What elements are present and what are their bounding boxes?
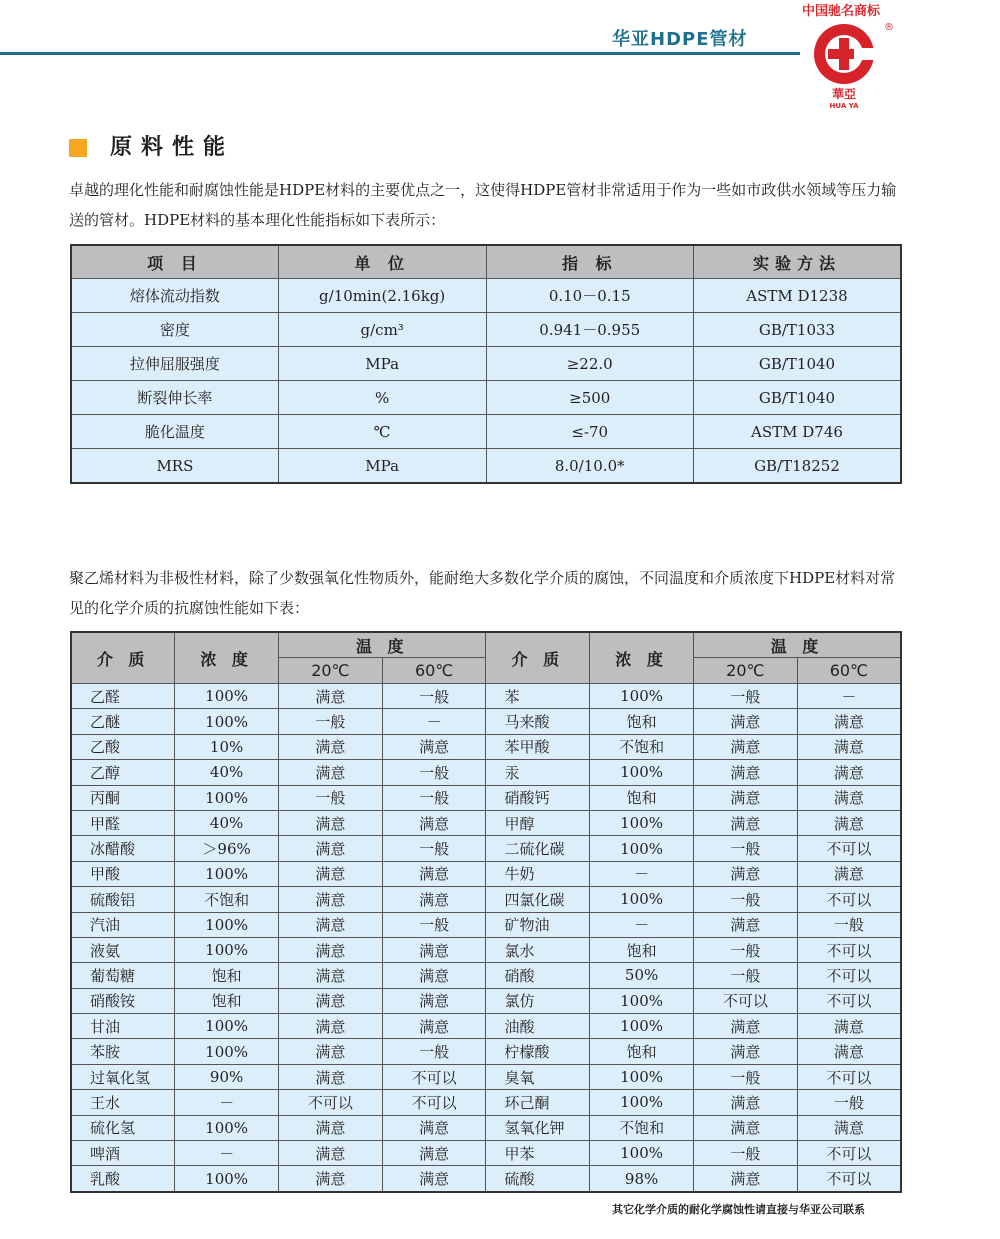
table-cell: 100% bbox=[175, 1166, 279, 1192]
table-cell: 100% bbox=[175, 937, 279, 962]
footnote: 其它化学介质的耐化学腐蚀性请直接与华亚公司联系 bbox=[612, 1203, 865, 1216]
table-row bbox=[71, 988, 901, 1013]
table-cell: 一般 bbox=[382, 760, 486, 785]
table-row bbox=[71, 684, 901, 709]
table-cell: 一般 bbox=[382, 836, 486, 861]
table-cell: 一般 bbox=[693, 887, 797, 912]
table-row bbox=[71, 912, 901, 937]
table-cell: 满意 bbox=[382, 887, 486, 912]
table-cell: GB/T1040 bbox=[693, 347, 901, 381]
medium-cell: 汞 bbox=[486, 760, 590, 785]
table-cell: 满意 bbox=[693, 1039, 797, 1064]
medium-cell: 环己酮 bbox=[486, 1090, 590, 1115]
table-cell: 满意 bbox=[382, 963, 486, 988]
medium-cell: 葡萄糖 bbox=[71, 963, 175, 988]
medium-cell: 甘油 bbox=[71, 1014, 175, 1039]
table-cell: 0.941－0.955 bbox=[486, 313, 693, 347]
table-cell: 满意 bbox=[278, 684, 382, 709]
table-row bbox=[71, 963, 901, 988]
table-row bbox=[71, 313, 901, 347]
table-row bbox=[71, 836, 901, 861]
table-cell: 饱和 bbox=[590, 785, 694, 810]
table-row bbox=[71, 1115, 901, 1140]
table-cell: 饱和 bbox=[175, 988, 279, 1013]
table-cell: % bbox=[278, 381, 486, 415]
medium-cell: 甲酸 bbox=[71, 861, 175, 886]
table-cell: ℃ bbox=[278, 415, 486, 449]
table-cell: GB/T1033 bbox=[693, 313, 901, 347]
table-cell: 100% bbox=[175, 1039, 279, 1064]
table-row bbox=[71, 1166, 901, 1192]
table-cell: 一般 bbox=[797, 912, 901, 937]
table-row bbox=[71, 734, 901, 759]
table-cell: GB/T18252 bbox=[693, 449, 901, 484]
table-cell: 密度 bbox=[71, 313, 278, 347]
medium-cell: 苯甲酸 bbox=[486, 734, 590, 759]
table-cell: ＞96% bbox=[175, 836, 279, 861]
table-cell: 100% bbox=[175, 684, 279, 709]
medium-cell: 乙醇 bbox=[71, 760, 175, 785]
table-row bbox=[71, 709, 901, 734]
logo-subtext: HUA YA bbox=[829, 102, 859, 110]
table-row bbox=[71, 347, 901, 381]
table-cell: 10% bbox=[175, 734, 279, 759]
medium-cell: 甲苯 bbox=[486, 1141, 590, 1166]
medium-cell: 冰醋酸 bbox=[71, 836, 175, 861]
table-cell: 0.10－0.15 bbox=[486, 279, 693, 313]
table-cell: 不可以 bbox=[797, 887, 901, 912]
table-cell: 不可以 bbox=[797, 836, 901, 861]
properties-table bbox=[70, 244, 902, 484]
table-cell: 满意 bbox=[382, 1141, 486, 1166]
table-cell: 100% bbox=[590, 810, 694, 835]
table-cell: 满意 bbox=[278, 734, 382, 759]
table-cell: 50% bbox=[590, 963, 694, 988]
table-cell: － bbox=[797, 684, 901, 709]
medium-cell: 二硫化碳 bbox=[486, 836, 590, 861]
brand-title: 华亚HDPE管材 bbox=[612, 29, 748, 50]
header-60c-right: 60℃ bbox=[797, 658, 901, 684]
table-cell: 一般 bbox=[797, 1090, 901, 1115]
header-concentration-right: 浓 度 bbox=[590, 632, 694, 684]
table-cell: 98% bbox=[590, 1166, 694, 1192]
table-row bbox=[71, 1090, 901, 1115]
table-cell: 40% bbox=[175, 810, 279, 835]
table-row bbox=[71, 449, 901, 484]
table-cell: 100% bbox=[590, 1141, 694, 1166]
table-cell: 满意 bbox=[278, 912, 382, 937]
table-cell: 满意 bbox=[797, 709, 901, 734]
table-cell: 一般 bbox=[382, 684, 486, 709]
header-temperature-right: 温 度 bbox=[693, 632, 901, 658]
table-cell: g/cm³ bbox=[278, 313, 486, 347]
table-cell: 100% bbox=[590, 988, 694, 1013]
table-cell: 满意 bbox=[693, 861, 797, 886]
table-cell: 满意 bbox=[693, 785, 797, 810]
table-cell: ≥500 bbox=[486, 381, 693, 415]
table-cell: 不可以 bbox=[797, 963, 901, 988]
table-cell: ASTM D746 bbox=[693, 415, 901, 449]
table-cell: 满意 bbox=[382, 1014, 486, 1039]
table-cell: 满意 bbox=[693, 912, 797, 937]
table-cell: 不可以 bbox=[797, 988, 901, 1013]
table-row bbox=[71, 1141, 901, 1166]
chemical-intro-paragraph: 聚乙烯材料为非极性材料，除了少数强氧化性物质外，能耐绝大多数化学介质的腐蚀，不同温度和介质浓度下HDPE材料对常见的化学介质的抗腐蚀性能如下表： bbox=[69, 569, 896, 617]
table-cell: 一般 bbox=[693, 1064, 797, 1089]
medium-cell: 乙酸 bbox=[71, 734, 175, 759]
table-cell: 拉伸屈服强度 bbox=[71, 347, 278, 381]
intro-paragraph: 卓越的理化性能和耐腐蚀性能是HDPE材料的主要优点之一，这使得HDPE管材非常适用于作为一些如市政供水领域等压力输送的管材。HDPE材料的基本理化性能指标如下表所示： bbox=[69, 181, 897, 229]
table-cell: 满意 bbox=[797, 1014, 901, 1039]
table-row bbox=[71, 1064, 901, 1089]
medium-cell: 乙醛 bbox=[71, 684, 175, 709]
header-unit: 单 位 bbox=[278, 245, 486, 279]
table-cell: 满意 bbox=[278, 1039, 382, 1064]
table-cell: 满意 bbox=[693, 810, 797, 835]
table-cell: 不可以 bbox=[797, 937, 901, 962]
medium-cell: 臭氧 bbox=[486, 1064, 590, 1089]
table-cell: 满意 bbox=[797, 1115, 901, 1140]
chemical-resistance-table bbox=[70, 631, 902, 1193]
medium-cell: 汽油 bbox=[71, 912, 175, 937]
medium-cell: 四氯化碳 bbox=[486, 887, 590, 912]
table-row bbox=[71, 381, 901, 415]
table-cell: 满意 bbox=[382, 861, 486, 886]
table-cell: MPa bbox=[278, 347, 486, 381]
table-cell: 满意 bbox=[797, 734, 901, 759]
table-cell: － bbox=[175, 1141, 279, 1166]
logo-text: 華亞 bbox=[831, 87, 857, 101]
table-cell: 100% bbox=[175, 709, 279, 734]
medium-cell: 硫酸铝 bbox=[71, 887, 175, 912]
header-60c-left: 60℃ bbox=[382, 658, 486, 684]
table-cell: 100% bbox=[175, 1014, 279, 1039]
table-cell: － bbox=[590, 861, 694, 886]
table-row bbox=[71, 887, 901, 912]
table-cell: 不饱和 bbox=[590, 734, 694, 759]
medium-cell: 硫化氢 bbox=[71, 1115, 175, 1140]
section-title: 原料性能 bbox=[110, 135, 235, 160]
table-cell: 满意 bbox=[797, 785, 901, 810]
medium-cell: 硝酸 bbox=[486, 963, 590, 988]
table-cell: 一般 bbox=[382, 1039, 486, 1064]
registered-mark: ® bbox=[884, 22, 894, 33]
header-item: 项 目 bbox=[71, 245, 278, 279]
medium-cell: 马来酸 bbox=[486, 709, 590, 734]
table-cell: 一般 bbox=[382, 785, 486, 810]
table-cell: 一般 bbox=[693, 963, 797, 988]
header-medium-right: 介 质 bbox=[486, 632, 590, 684]
trademark-label: 中国驰名商标 bbox=[802, 4, 881, 19]
table-cell: 满意 bbox=[278, 1014, 382, 1039]
medium-cell: 硝酸钙 bbox=[486, 785, 590, 810]
table-cell: 一般 bbox=[693, 836, 797, 861]
medium-cell: 甲醛 bbox=[71, 810, 175, 835]
table-cell: 饱和 bbox=[590, 1039, 694, 1064]
table-cell: 不可以 bbox=[382, 1064, 486, 1089]
table-cell: － bbox=[590, 912, 694, 937]
medium-cell: 液氨 bbox=[71, 937, 175, 962]
table-cell: g/10min(2.16kg) bbox=[278, 279, 486, 313]
medium-cell: 氯水 bbox=[486, 937, 590, 962]
table-cell: 满意 bbox=[278, 887, 382, 912]
table-cell: 脆化温度 bbox=[71, 415, 278, 449]
table-cell: 饱和 bbox=[590, 709, 694, 734]
table-cell: 满意 bbox=[278, 861, 382, 886]
table-cell: 100% bbox=[175, 861, 279, 886]
table-row bbox=[71, 279, 901, 313]
header-20c-right: 20℃ bbox=[693, 658, 797, 684]
table-cell: 不可以 bbox=[797, 1166, 901, 1192]
header-index: 指 标 bbox=[486, 245, 693, 279]
table-cell: 熔体流动指数 bbox=[71, 279, 278, 313]
table-cell: 100% bbox=[590, 887, 694, 912]
table-cell: 一般 bbox=[693, 1141, 797, 1166]
medium-cell: 硫酸 bbox=[486, 1166, 590, 1192]
table-cell: 100% bbox=[175, 912, 279, 937]
table-cell: 满意 bbox=[278, 1064, 382, 1089]
table-cell: 满意 bbox=[278, 963, 382, 988]
table-cell: 不可以 bbox=[278, 1090, 382, 1115]
medium-cell: 矿物油 bbox=[486, 912, 590, 937]
table-cell: 满意 bbox=[693, 1166, 797, 1192]
medium-cell: 苯 bbox=[486, 684, 590, 709]
table-cell: 不饱和 bbox=[175, 887, 279, 912]
table-cell: 100% bbox=[175, 1115, 279, 1140]
medium-cell: 硝酸铵 bbox=[71, 988, 175, 1013]
table-cell: 100% bbox=[590, 684, 694, 709]
table-cell: 满意 bbox=[278, 1141, 382, 1166]
table-cell: 满意 bbox=[382, 734, 486, 759]
table-row bbox=[71, 937, 901, 962]
table-cell: 满意 bbox=[278, 836, 382, 861]
table-cell: 满意 bbox=[278, 937, 382, 962]
chemical-header-row bbox=[71, 632, 901, 658]
hua-ya-logo-icon bbox=[808, 18, 894, 110]
table-cell: 满意 bbox=[382, 810, 486, 835]
table-cell: 满意 bbox=[693, 709, 797, 734]
medium-cell: 甲醇 bbox=[486, 810, 590, 835]
header-concentration-left: 浓 度 bbox=[175, 632, 279, 684]
table-cell: 一般 bbox=[278, 709, 382, 734]
header-20c-left: 20℃ bbox=[278, 658, 382, 684]
header-temperature-left: 温 度 bbox=[278, 632, 486, 658]
table-cell: 满意 bbox=[278, 760, 382, 785]
table-cell: 满意 bbox=[693, 1090, 797, 1115]
table-cell: 100% bbox=[175, 785, 279, 810]
table-cell: 40% bbox=[175, 760, 279, 785]
table-cell: 90% bbox=[175, 1064, 279, 1089]
table-cell: ASTM D1238 bbox=[693, 279, 901, 313]
medium-cell: 乳酸 bbox=[71, 1166, 175, 1192]
table-row bbox=[71, 1014, 901, 1039]
table-cell: 100% bbox=[590, 836, 694, 861]
properties-header-row bbox=[71, 245, 901, 279]
table-cell: 满意 bbox=[797, 1039, 901, 1064]
table-cell: 满意 bbox=[382, 988, 486, 1013]
table-cell: MPa bbox=[278, 449, 486, 484]
table-cell: 满意 bbox=[693, 1115, 797, 1140]
table-cell: － bbox=[382, 709, 486, 734]
header-method: 实验方法 bbox=[693, 245, 901, 279]
table-cell: 不可以 bbox=[797, 1064, 901, 1089]
table-cell: 满意 bbox=[278, 1166, 382, 1192]
table-row bbox=[71, 1039, 901, 1064]
table-cell: 100% bbox=[590, 760, 694, 785]
table-row bbox=[71, 810, 901, 835]
medium-cell: 乙醚 bbox=[71, 709, 175, 734]
table-cell: 满意 bbox=[382, 1166, 486, 1192]
table-cell: 满意 bbox=[278, 1115, 382, 1140]
table-cell: － bbox=[175, 1090, 279, 1115]
table-cell: ≥22.0 bbox=[486, 347, 693, 381]
table-cell: 饱和 bbox=[590, 937, 694, 962]
medium-cell: 油酸 bbox=[486, 1014, 590, 1039]
medium-cell: 王水 bbox=[71, 1090, 175, 1115]
table-cell: 满意 bbox=[382, 937, 486, 962]
table-cell: 满意 bbox=[278, 810, 382, 835]
table-cell: 100% bbox=[590, 1090, 694, 1115]
table-row bbox=[71, 415, 901, 449]
table-cell: 一般 bbox=[382, 912, 486, 937]
medium-cell: 牛奶 bbox=[486, 861, 590, 886]
medium-cell: 氯仿 bbox=[486, 988, 590, 1013]
table-cell: 满意 bbox=[693, 734, 797, 759]
table-cell: 满意 bbox=[278, 988, 382, 1013]
table-cell: 满意 bbox=[693, 1014, 797, 1039]
medium-cell: 过氧化氢 bbox=[71, 1064, 175, 1089]
medium-cell: 苯胺 bbox=[71, 1039, 175, 1064]
table-cell: 满意 bbox=[797, 760, 901, 785]
table-cell: 不可以 bbox=[382, 1090, 486, 1115]
table-row bbox=[71, 861, 901, 886]
table-cell: 饱和 bbox=[175, 963, 279, 988]
table-cell: MRS bbox=[71, 449, 278, 484]
table-row bbox=[71, 785, 901, 810]
table-cell: ≤-70 bbox=[486, 415, 693, 449]
table-cell: 100% bbox=[590, 1064, 694, 1089]
table-cell: 100% bbox=[590, 1014, 694, 1039]
table-cell: GB/T1040 bbox=[693, 381, 901, 415]
table-cell: 满意 bbox=[797, 861, 901, 886]
table-cell: 断裂伸长率 bbox=[71, 381, 278, 415]
table-cell: 不饱和 bbox=[590, 1115, 694, 1140]
table-cell: 满意 bbox=[797, 810, 901, 835]
table-cell: 一般 bbox=[693, 937, 797, 962]
medium-cell: 啤酒 bbox=[71, 1141, 175, 1166]
header-medium-left: 介 质 bbox=[71, 632, 175, 684]
table-cell: 不可以 bbox=[693, 988, 797, 1013]
medium-cell: 柠檬酸 bbox=[486, 1039, 590, 1064]
table-cell: 满意 bbox=[382, 1115, 486, 1140]
table-cell: 一般 bbox=[693, 684, 797, 709]
table-cell: 一般 bbox=[278, 785, 382, 810]
table-cell: 满意 bbox=[693, 760, 797, 785]
table-cell: 不可以 bbox=[797, 1141, 901, 1166]
section-marker bbox=[69, 139, 87, 157]
table-cell: 8.0/10.0* bbox=[486, 449, 693, 484]
header-rule bbox=[0, 52, 800, 55]
table-row bbox=[71, 760, 901, 785]
medium-cell: 丙酮 bbox=[71, 785, 175, 810]
medium-cell: 氢氧化钾 bbox=[486, 1115, 590, 1140]
